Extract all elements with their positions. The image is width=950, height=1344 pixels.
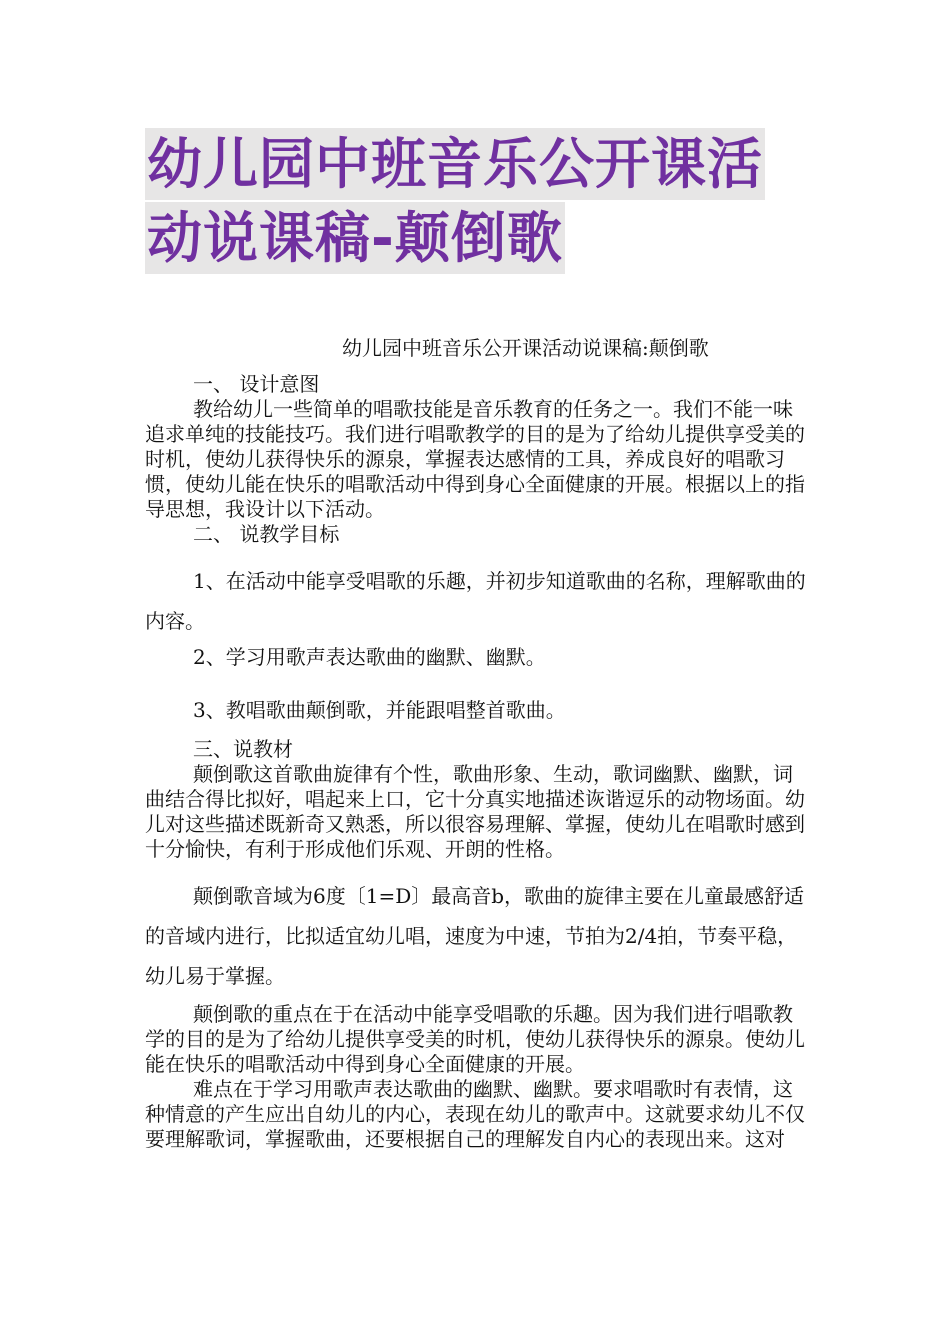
document-body	[145, 372, 810, 1152]
document-title	[145, 128, 765, 276]
section-heading-3: 三、说教材	[193, 737, 293, 761]
goal-item-1: 1、在活动中能享受唱歌的乐趣，并初步知道歌曲的名称，理解歌曲的内容。	[145, 569, 806, 633]
paragraph-range: 颠倒歌音域为6度〔1=D〕最高音b，歌曲的旋律主要在儿童最感舒适的音域内进行，比拟适宜幼儿唱，速度为中速，节拍为2/4拍，节奏平稳，幼儿易于掌握。	[145, 884, 805, 988]
document-subtitle: 幼儿园中班音乐公开课活动说课稿:颠倒歌	[342, 336, 709, 360]
section-heading-1: 一、 设计意图	[193, 372, 320, 396]
paragraph-difficulty: 难点在于学习用歌声表达歌曲的幽默、幽默。要求唱歌时有表情，这种情意的产生应出自幼儿的内心，表现在幼儿的歌声中。这就要求幼儿不仅要理解歌词，掌握歌曲，还要根据自己的理解发自内心的表现出来。这对	[145, 1077, 805, 1151]
paragraph-key-point: 颠倒歌的重点在于在活动中能享受唱歌的乐趣。因为我们进行唱歌教学的目的是为了给幼儿提供享受美的时机，使幼儿获得快乐的源泉。使幼儿能在快乐的唱歌活动中得到身心全面健康的开展。	[145, 1002, 805, 1076]
title-line-1: 幼儿园中班音乐公开课活	[145, 128, 765, 200]
goal-item-2: 2、学习用歌声表达歌曲的幽默、幽默。	[193, 645, 546, 669]
section-heading-2: 二、 说教学目标	[193, 522, 340, 546]
title-line-2: 动说课稿-颠倒歌	[145, 202, 565, 274]
paragraph-design-intent: 教给幼儿一些简单的唱歌技能是音乐教育的任务之一。我们不能一味追求单纯的技能技巧。我们进行唱歌教学的目的是为了给幼儿提供享受美的时机，使幼儿获得快乐的源泉，掌握表达感情的工具，养成良好的唱歌习惯，使幼儿能在快乐的唱歌活动中得到身心全面健康的开展。根据以上的指导思想，我设计以下活动。	[145, 397, 805, 521]
paragraph-material: 颠倒歌这首歌曲旋律有个性，歌曲形象、生动，歌词幽默、幽默，词曲结合得比拟好，唱起来上口，它十分真实地描述诙谐逗乐的动物场面。幼儿对这些描述既新奇又熟悉，所以很容易理解、掌握，使幼儿在唱歌时感到十分愉快，有利于形成他们乐观、开朗的性格。	[145, 762, 805, 861]
goal-item-3: 3、教唱歌曲颠倒歌，并能跟唱整首歌曲。	[193, 698, 566, 722]
